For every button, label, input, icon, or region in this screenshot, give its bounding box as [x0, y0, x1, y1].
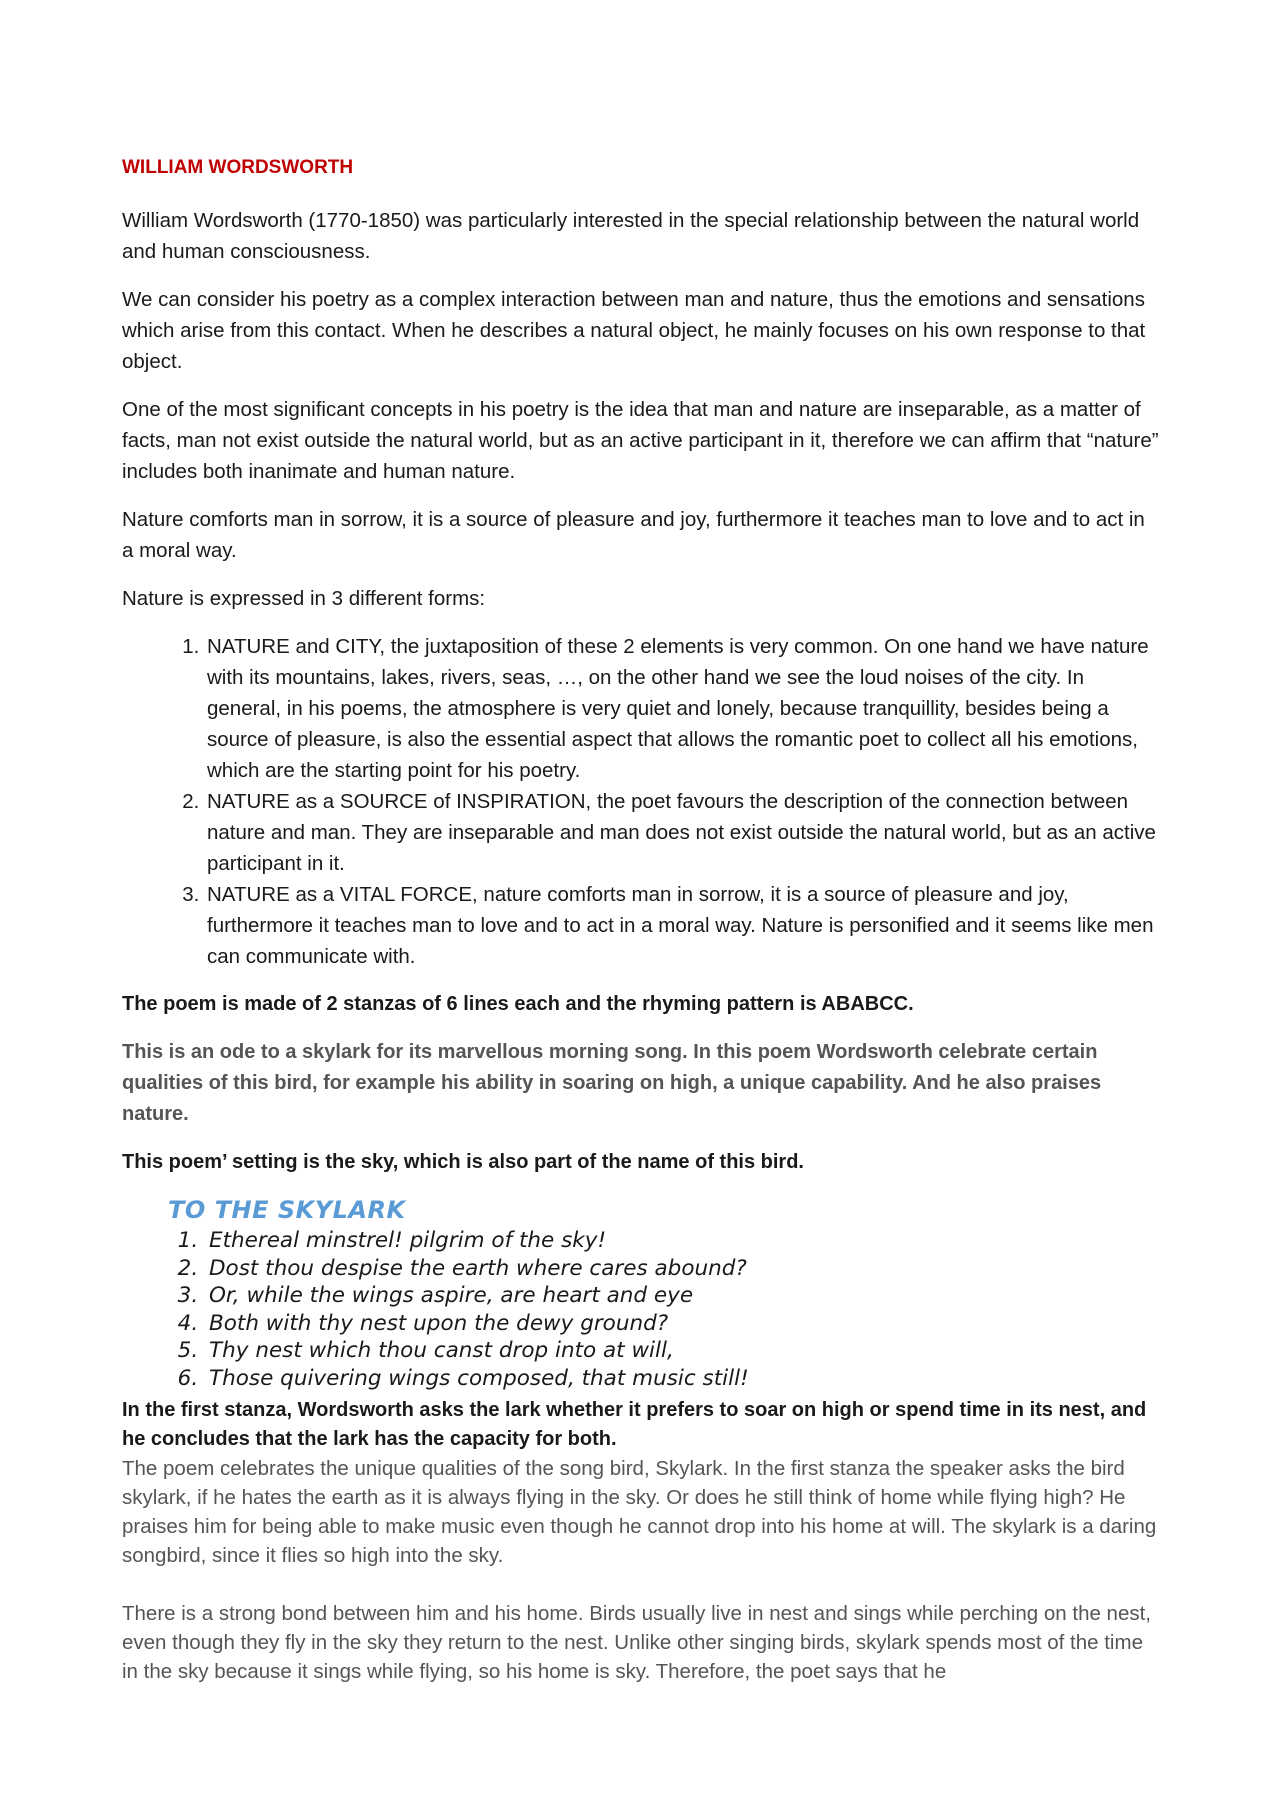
- poem-title: TO THE SKYLARK: [168, 1196, 406, 1224]
- document-heading: WILLIAM WORDSWORTH: [122, 157, 354, 178]
- nature-forms-list: [122, 631, 1160, 972]
- poem-lines: [122, 1227, 1160, 1392]
- stanza-one-summary: In the first stanza, Wordsworth asks the lark whether it prefers to soar on high or spend time in its nest, and he concludes that the lark has the capacity for both.: [122, 1399, 1147, 1450]
- intro-paragraph: William Wordsworth (1770-1850) was particularly interested in the special relationship between the natural world and human consciousness.: [122, 209, 1140, 263]
- inseparable-paragraph: One of the most significant concepts in his poetry is the idea that man and nature are inseparable, as a matter of facts, man not exist outside the natural world, but as an active participant in it, therefore we can affirm that “nature” includes both inanimate and human nature.: [122, 398, 1159, 483]
- setting-note: This poem’ setting is the sky, which is also part of the name of this bird.: [122, 1151, 804, 1173]
- analysis-paragraph-1: The poem celebrates the unique qualities of the song bird, Skylark. In the first stanza the speaker asks the bird skylark, if he hates the earth as it is always flying in the sky. Or does he still think of home while flying high? He praises him for being able to make music even though he cannot drop into his home at will. The skylark is a daring songbird, since it flies so high into the sky.: [122, 1457, 1157, 1567]
- poem-line: 3. Or, while the wings aspire, are heart and eye: [205, 1282, 1160, 1310]
- poem-line: 2. Dost thou despise the earth where cares abound?: [205, 1255, 1160, 1283]
- structure-note: The poem is made of 2 stanzas of 6 lines each and the rhyming pattern is ABABCC.: [122, 993, 914, 1015]
- comfort-paragraph: Nature comforts man in sorrow, it is a source of pleasure and joy, furthermore it teaches man to love and to act in a moral way.: [122, 508, 1145, 562]
- list-item: 1. NATURE and CITY, the juxtaposition of these 2 elements is very common. On one hand we have nature with its mountains, lakes, rivers, seas, …, on the other hand we see the loud noises of the city. In general, in his poems, the atmosphere is very quiet and lonely, because tranquillity, besides being a source of pleasure, is also the essential aspect that allows the romantic poet to collect all his emotions, which are the starting point for his poetry.: [205, 631, 1160, 786]
- poem-line: 1. Ethereal minstrel! pilgrim of the sky!: [205, 1227, 1160, 1255]
- forms-intro-paragraph: Nature is expressed in 3 different forms:: [122, 587, 486, 610]
- poem-line: 4. Both with thy nest upon the dewy ground?: [205, 1310, 1160, 1338]
- list-item: 2. NATURE as a SOURCE of INSPIRATION, the poet favours the description of the connection between nature and man. They are inseparable and man does not exist outside the natural world, but as an active participant in it.: [205, 786, 1160, 879]
- interaction-paragraph: We can consider his poetry as a complex interaction between man and nature, thus the emotions and sensations which arise from this contact. When he describes a natural object, he mainly focuses on his own response to that object.: [122, 288, 1146, 373]
- paragraph-spacer: [122, 1570, 1160, 1599]
- list-item: 3. NATURE as a VITAL FORCE, nature comforts man in sorrow, it is a source of pleasure and joy, furthermore it teaches man to love and to act in a moral way. Nature is personified and it seems like men can communicate with.: [205, 879, 1160, 972]
- poem-line: 5. Thy nest which thou canst drop into at will,: [205, 1337, 1160, 1365]
- analysis-paragraph-2: There is a strong bond between him and his home. Birds usually live in nest and sings while perching on the nest, even though they fly in the sky they return to the nest. Unlike other singing birds, skylark spends most of the time in the sky because it sings while flying, so his home is sky. Therefore, the poet says that he: [122, 1602, 1152, 1683]
- poem-line: 6. Those quivering wings composed, that music still!: [205, 1365, 1160, 1393]
- ode-note: This is an ode to a skylark for its marvellous morning song. In this poem Wordsworth celebrate certain qualities of this bird, for example his ability in soaring on high, a unique capability. And he also praises nature.: [122, 1041, 1102, 1125]
